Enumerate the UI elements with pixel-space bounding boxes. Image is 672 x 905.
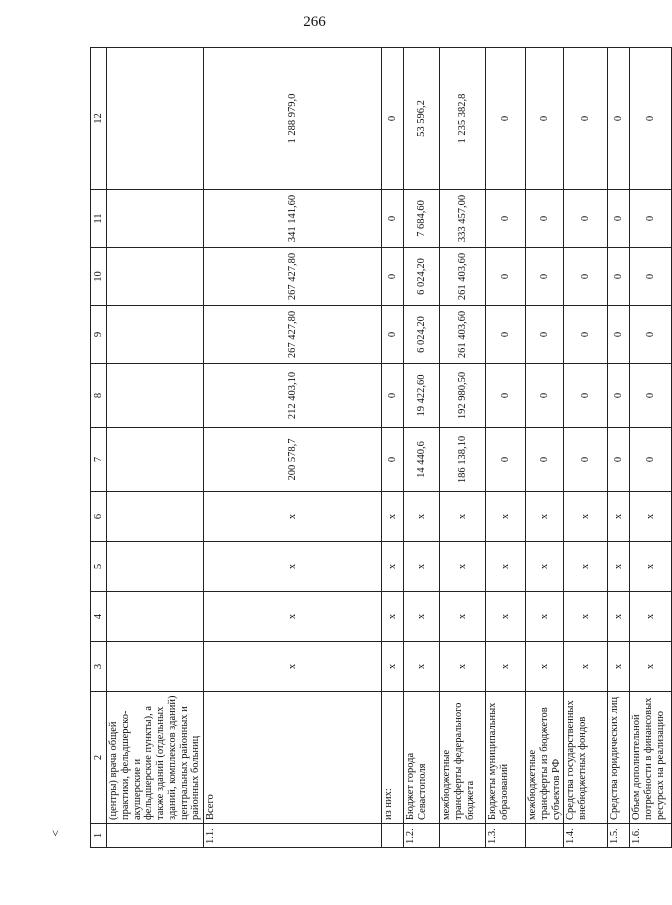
header-cell: 9 [91, 306, 107, 364]
table-cell: 0 [564, 48, 608, 190]
table-row [564, 48, 608, 848]
table-cell: х [608, 542, 630, 592]
label-cell: Средства юридических лиц [608, 692, 630, 824]
table-cell: 0 [486, 364, 526, 428]
header-cell: 8 [91, 364, 107, 428]
table-cell: 0 [486, 306, 526, 364]
table-cell: х [526, 492, 564, 542]
table-cell: 0 [630, 306, 672, 364]
header-cell: 6 [91, 492, 107, 542]
table-cell: 1.1. [204, 824, 382, 848]
table-cell: 186 138,10 [440, 428, 486, 492]
table-cell: х [382, 592, 404, 642]
table-cell: 0 [486, 248, 526, 306]
header-cell: 5 [91, 542, 107, 592]
table-cell: 0 [630, 48, 672, 190]
table-cell: 1.5. [608, 824, 630, 848]
rotated-table-container [90, 48, 666, 848]
table-cell [440, 824, 486, 848]
table-cell: х [564, 542, 608, 592]
table-cell: 0 [608, 306, 630, 364]
label-cell: межбюджетные трансферты федерального бюджета [440, 692, 486, 824]
table-cell: 0 [564, 306, 608, 364]
table-cell: х [486, 542, 526, 592]
table-cell: х [204, 592, 382, 642]
table-cell: 0 [382, 48, 404, 190]
table-row [107, 48, 204, 848]
table-cell: х [440, 492, 486, 542]
label-cell: Всего [204, 692, 382, 824]
table-cell [107, 642, 204, 692]
table-cell: 0 [382, 248, 404, 306]
table-cell: х [526, 542, 564, 592]
table-cell: 0 [382, 306, 404, 364]
table-cell [526, 824, 564, 848]
table-cell: х [204, 642, 382, 692]
label-cell: Бюджет города Севастополя [404, 692, 440, 824]
table-cell [107, 542, 204, 592]
header-cell: 12 [91, 48, 107, 190]
table-cell: 0 [630, 248, 672, 306]
table-row [630, 48, 672, 848]
table-cell [107, 592, 204, 642]
table-cell: х [630, 492, 672, 542]
table-cell: 1.4. [564, 824, 608, 848]
budget-table [90, 47, 672, 848]
table-cell: х [608, 492, 630, 542]
table-cell: 0 [608, 190, 630, 248]
table-cell: х [404, 592, 440, 642]
table-cell: 267 427,80 [204, 306, 382, 364]
table-cell: х [382, 642, 404, 692]
header-cell: 3 [91, 642, 107, 692]
table-area [90, 48, 666, 848]
table-cell: 1 235 382,8 [440, 48, 486, 190]
label-cell: Средства государственных внебюджетных фондов [564, 692, 608, 824]
table-cell: х [440, 592, 486, 642]
table-cell: х [630, 642, 672, 692]
table-cell: 14 440,6 [404, 428, 440, 492]
table-cell: 267 427,80 [204, 248, 382, 306]
table-row [608, 48, 630, 848]
table-cell: 1.2. [404, 824, 440, 848]
table-cell: х [564, 592, 608, 642]
label-cell: (центры) врача общей практики, фельдшерско-акушерские и фельдшерские пункты), а также зданий (отдельных зданий, комплексов зданий) центральных районных и районных больниц [107, 692, 204, 824]
table-cell: х [440, 642, 486, 692]
table-cell: 7 684,60 [404, 190, 440, 248]
table-row [404, 48, 440, 848]
table-cell [107, 492, 204, 542]
header-cell: 11 [91, 190, 107, 248]
table-cell: 0 [564, 364, 608, 428]
table-cell [382, 824, 404, 848]
side-mark: ˅ [52, 826, 59, 840]
table-cell: 53 596,2 [404, 48, 440, 190]
table-cell: 6 024,20 [404, 306, 440, 364]
table-cell: х [486, 642, 526, 692]
header-cell: 7 [91, 428, 107, 492]
table-cell: 192 980,50 [440, 364, 486, 428]
table-cell: 0 [564, 190, 608, 248]
table-cell: 0 [630, 428, 672, 492]
table-cell: 0 [630, 364, 672, 428]
table-cell: 0 [486, 428, 526, 492]
table-cell: 0 [608, 248, 630, 306]
table-row [440, 48, 486, 848]
table-cell [107, 48, 204, 190]
header-cell: 10 [91, 248, 107, 306]
table-cell [107, 428, 204, 492]
table-cell: х [630, 542, 672, 592]
table-cell: 341 141,60 [204, 190, 382, 248]
table-cell [107, 248, 204, 306]
label-cell: Бюджеты муниципальных образований [486, 692, 526, 824]
label-cell: межбюджетные трансферты из бюджетов субъектов РФ [526, 692, 564, 824]
table-row [486, 48, 526, 848]
table-cell: 212 403,10 [204, 364, 382, 428]
table-cell: х [404, 642, 440, 692]
table-cell: 261 403,60 [440, 248, 486, 306]
table-cell: 6 024,20 [404, 248, 440, 306]
table-cell [107, 190, 204, 248]
table-cell: 0 [630, 190, 672, 248]
table-cell: 0 [608, 428, 630, 492]
table-cell: 0 [526, 428, 564, 492]
table-cell: х [440, 542, 486, 592]
table-cell: х [382, 492, 404, 542]
table-cell: 0 [486, 190, 526, 248]
table-cell: х [204, 542, 382, 592]
table-cell: 1 288 979,0 [204, 48, 382, 190]
table-cell: х [404, 492, 440, 542]
page-number: 266 [303, 14, 326, 30]
label-cell: Объем дополнительной потребности в финансовых ресурсах на реализацию [630, 692, 672, 824]
table-cell: 0 [486, 48, 526, 190]
header-cell: 2 [91, 692, 107, 824]
table-cell: х [564, 492, 608, 542]
table-cell: 0 [382, 364, 404, 428]
table-cell [107, 364, 204, 428]
table-cell [107, 824, 204, 848]
header-row [91, 48, 107, 848]
table-cell: 0 [526, 48, 564, 190]
table-cell: х [382, 542, 404, 592]
header-cell: 1 [91, 824, 107, 848]
table-cell: 333 457,00 [440, 190, 486, 248]
table-cell: х [204, 492, 382, 542]
table-cell: х [404, 542, 440, 592]
table-cell: 0 [382, 190, 404, 248]
table-cell: х [608, 592, 630, 642]
table-cell: 0 [564, 428, 608, 492]
table-cell: 0 [382, 428, 404, 492]
table-cell: х [486, 592, 526, 642]
table-cell: 0 [526, 306, 564, 364]
table-cell: х [608, 642, 630, 692]
header-cell: 4 [91, 592, 107, 642]
table-row [526, 48, 564, 848]
table-cell: 19 422,60 [404, 364, 440, 428]
table-cell: х [486, 492, 526, 542]
table-cell: 1.3. [486, 824, 526, 848]
table-cell: 0 [608, 48, 630, 190]
table-row [204, 48, 382, 848]
table-cell: 200 578,7 [204, 428, 382, 492]
table-cell: х [564, 642, 608, 692]
table-cell [107, 306, 204, 364]
table-cell: 1.6. [630, 824, 672, 848]
table-cell: 261 403,60 [440, 306, 486, 364]
table-row [382, 48, 404, 848]
label-cell: из них: [382, 692, 404, 824]
table-cell: 0 [526, 190, 564, 248]
table-cell: 0 [564, 248, 608, 306]
table-cell: х [526, 592, 564, 642]
table-cell: 0 [526, 364, 564, 428]
table-cell: 0 [608, 364, 630, 428]
table-cell: 0 [526, 248, 564, 306]
table-cell: х [526, 642, 564, 692]
table-cell: х [630, 592, 672, 642]
